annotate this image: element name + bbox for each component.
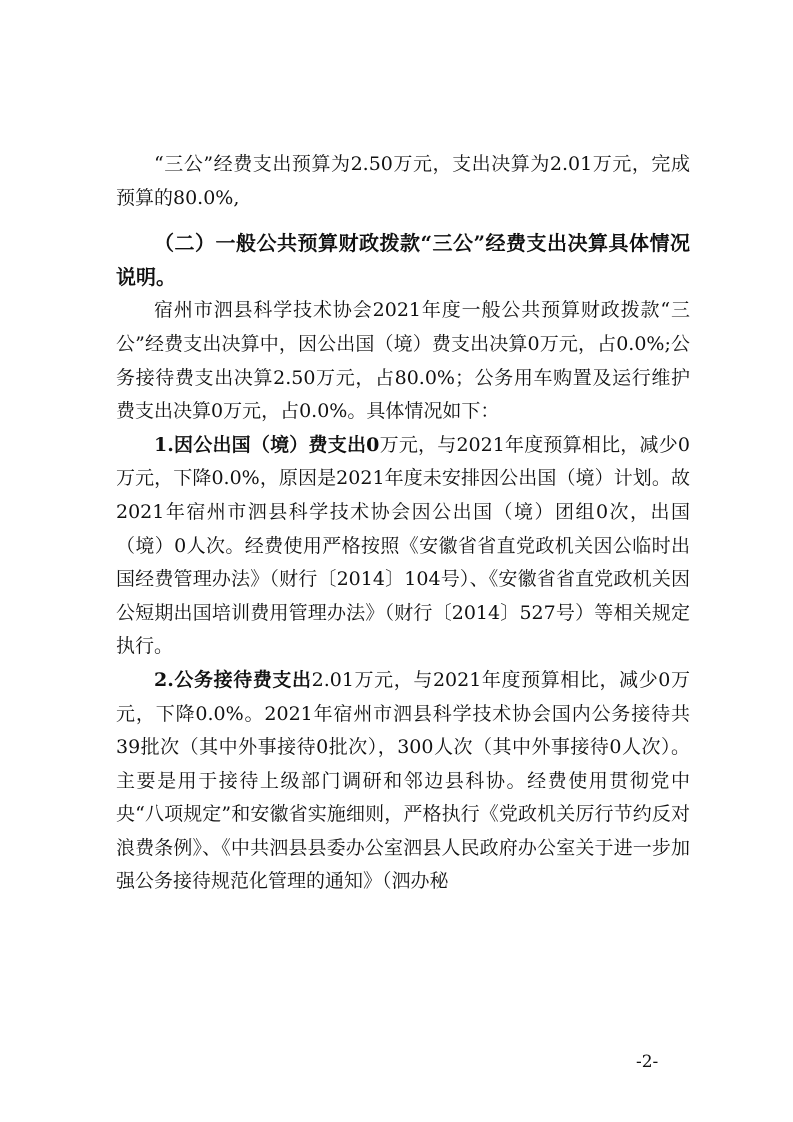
overseas-travel-lead: 1.因公出国（境）费支出0 [154, 433, 380, 456]
paragraph-expenditure-breakdown: 宿州市泗县科学技术协会2021年度一般公共预算财政拨款“三公”经费支出决算中，因公出国（境）费支出决算0万元，占0.0%;公务接待费支出决算2.50万元，占80.0%；公务用车购置及运行维护费支出决算0万元，占0.0%。具体情况如下： [116, 299, 690, 423]
overseas-travel-text: 万元，与2021年度预算相比，减少0万元，下降0.0%，原因是2021年度未安排因公出国（境）计划。故2021年宿州市泗县科学技术协会因公出国（境）团组0次，出国（境）0人次。经费使用严格按照《安徽省省直党政机关因公临时出国经费管理办法》（财行〔2014〕104号）、《安徽省省直党政机关因公短期出国培训费用管理办法》（财行〔2014〕527号）等相关规定执行。 [116, 433, 690, 658]
page-number: -2- [636, 1052, 659, 1072]
paragraph-official-reception [116, 664, 690, 899]
official-reception-lead: 2.公务接待费支出 [154, 668, 312, 691]
paragraph-overseas-travel [116, 429, 690, 664]
document-body [116, 148, 690, 899]
official-reception-text: 2.01万元，与2021年度预算相比，减少0万元，下降0.0%。2021年宿州市泗县科学技术协会国内公务接待共39批次（其中外事接待0批次），300人次（其中外事接待0人次）。主要是用于接待上级部门调研和邻边县科协。经费使用贯彻党中央“八项规定”和安徽省实施细则，严格执行《党政机关厉行节约反对浪费条例》、《中共泗县县委办公室泗县人民政府办公室关于进一步加强公务接待规范化管理的通知》（泗办秘 [116, 668, 690, 893]
paragraph-budget-summary: “三公”经费支出预算为2.50万元，支出决算为2.01万元，完成预算的80.0%, [116, 153, 690, 209]
section-heading: （二）一般公共预算财政拨款“三公”经费支出决算具体情况说明。 [116, 231, 690, 289]
